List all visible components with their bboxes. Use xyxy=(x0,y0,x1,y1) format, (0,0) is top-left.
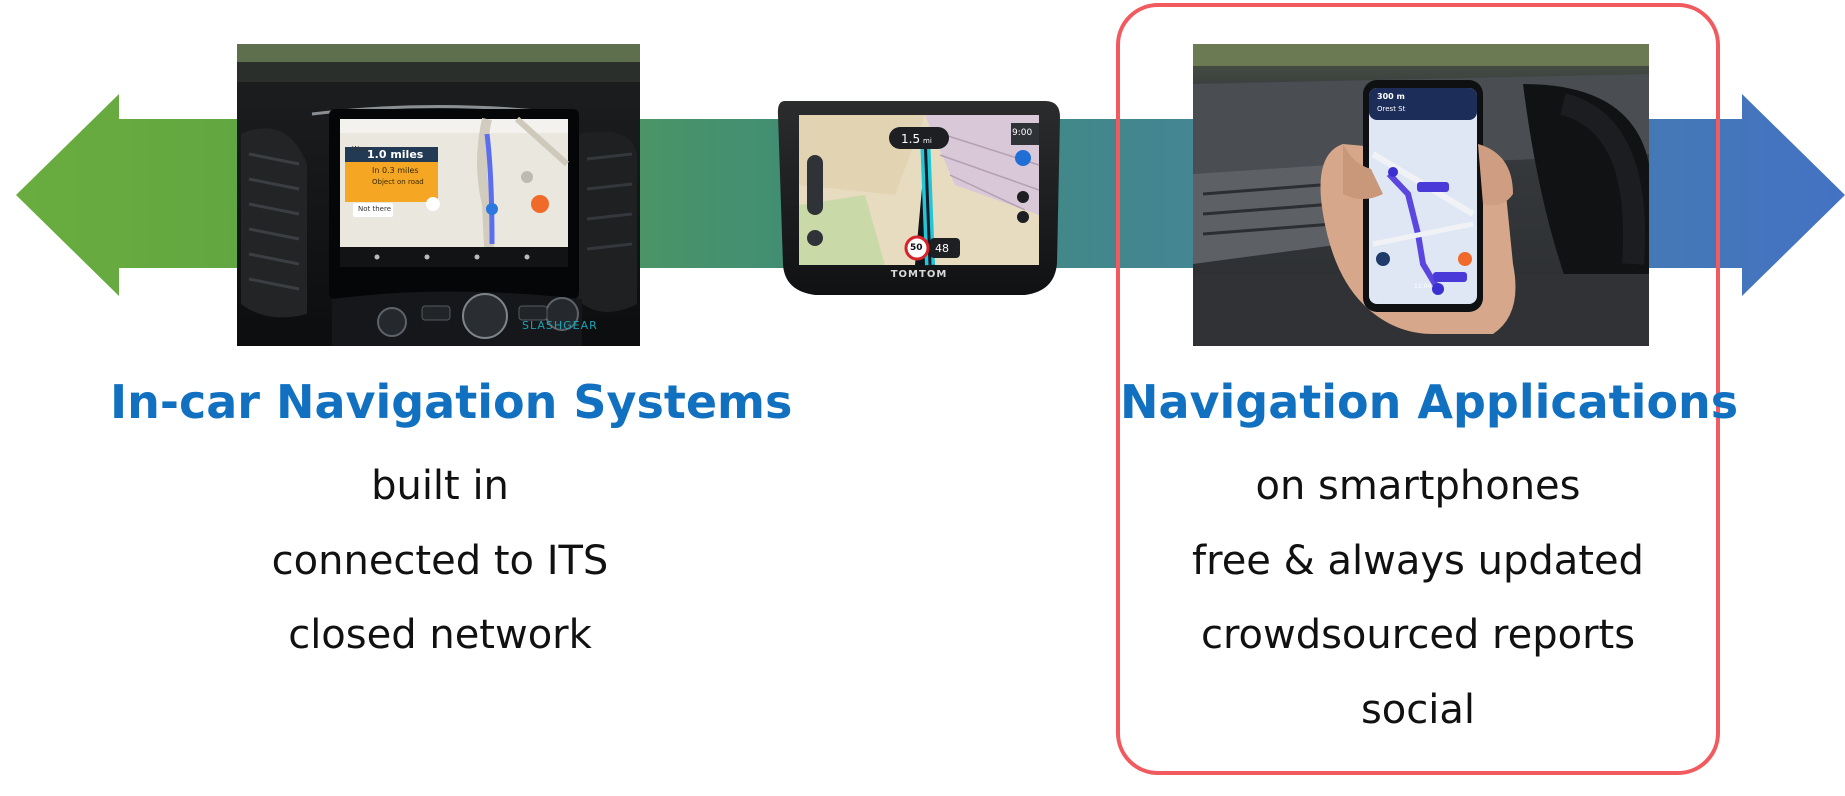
screen-dismiss-button: Not there xyxy=(358,205,392,213)
device-distance-unit: mi xyxy=(923,137,932,145)
phone-eta: 11:04 xyxy=(1414,283,1432,290)
in-car-feature-2: connected to ITS xyxy=(271,538,609,584)
in-car-dashboard-photo xyxy=(237,44,640,346)
phone-distance: 300 m xyxy=(1377,92,1405,101)
screen-instruction-2: In 0.3 miles xyxy=(372,166,419,175)
nav-apps-heading: Navigation Applications xyxy=(1120,375,1739,429)
screen-instruction-3: Object on road xyxy=(372,178,424,186)
nav-apps-feature-1: on smartphones xyxy=(1255,463,1581,509)
in-car-heading: In-car Navigation Systems xyxy=(110,375,793,429)
nav-apps-feature-3: crowdsourced reports xyxy=(1200,612,1636,658)
device-time: 9:00 xyxy=(1012,128,1033,138)
nav-apps-feature-4: social xyxy=(1360,687,1476,733)
tomtom-device-photo xyxy=(775,95,1063,300)
in-car-feature-3: closed network xyxy=(288,612,592,658)
device-distance: 1.5 xyxy=(901,132,921,146)
nav-apps-feature-2: free & always updated xyxy=(1192,538,1644,584)
screen-street: Ware xyxy=(352,145,370,153)
speed-limit-sign: 50 xyxy=(910,243,923,253)
in-car-feature-1: built in xyxy=(371,463,509,509)
device-brand-logo: TOMTOM xyxy=(890,269,948,280)
screen-instruction-1: 1.0 miles xyxy=(367,148,424,161)
phone-street: Orest St xyxy=(1377,105,1406,113)
device-speed: 48 xyxy=(935,242,949,255)
photo-watermark: SLASHGEAR xyxy=(522,319,598,332)
